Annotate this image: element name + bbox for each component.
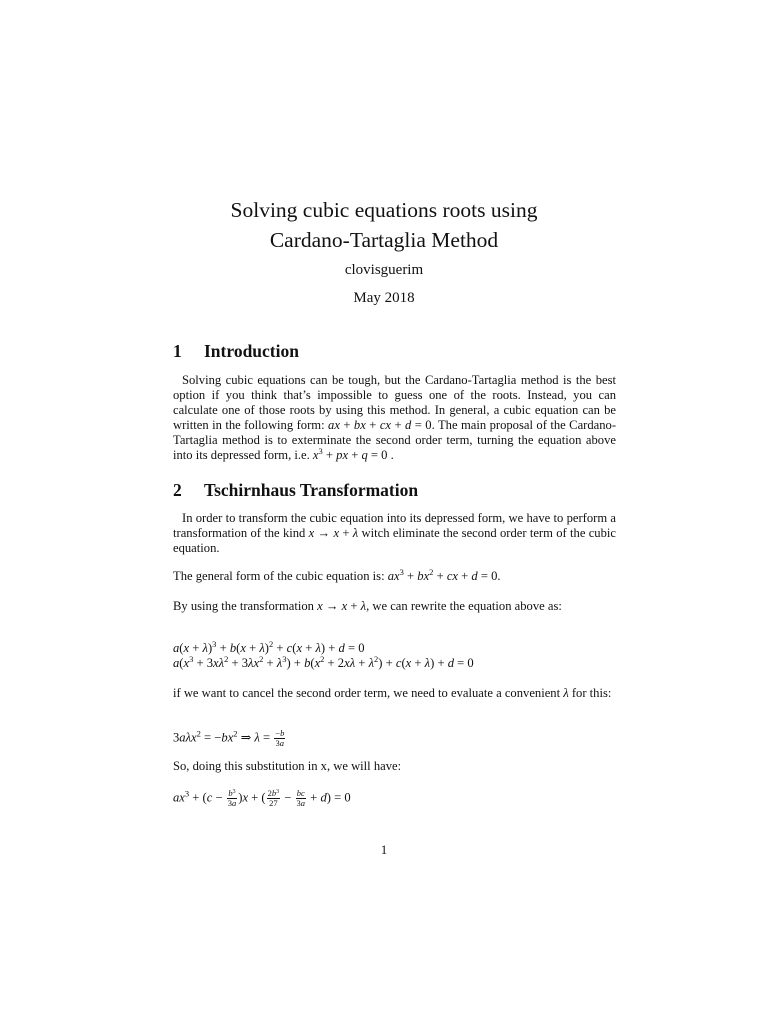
title-line-1: Solving cubic equations roots using bbox=[230, 198, 538, 222]
expanded-equation-1: $a(x + \lambda)^3 + b(x + \lambda)^2 + c(x + \lambda) + d = 0$ bbox=[173, 639, 365, 655]
section-number: 2 bbox=[173, 480, 182, 500]
introduction-paragraph: Solving cubic equations can be tough, but the Cardano-Tartaglia method is the best option if you think that’s impossible to guess one of the roots. Instead, you can calculate one of those roots by using this method. In general, a cubic equation can be written in the following form: ax + bx + cx + d = 0. The main proposal of the Cardano-Tartaglia method is to exterminate the second order term, turning the equation above into its depressed form, i.e. $x^3$ + px + q = 0 . bbox=[173, 373, 617, 462]
cancel-term-paragraph: if we want to cancel the second order term, we need to evaluate a convenient λ for this: bbox=[173, 686, 612, 700]
section-title: Introduction bbox=[204, 341, 299, 361]
intro-equation-depressed: $x^3$ + px + q = 0 bbox=[312, 446, 388, 462]
intro-text-3: . bbox=[387, 448, 394, 462]
section-heading-introduction bbox=[173, 341, 299, 362]
general-form-text: The general form of the cubic equation is: bbox=[173, 569, 385, 583]
fraction-2b3-over-27: $\frac{2b^3}{27}$ bbox=[267, 788, 280, 808]
section-title: Tschirnhaus Transformation bbox=[204, 480, 419, 500]
substitution-text: So, doing this substitution in x, we will have: bbox=[173, 759, 402, 773]
intro-text-2: . The main proposal of the Cardano-Tartaglia method is to exterminate the second order term, turning the equation above into its depressed form, i.e. bbox=[173, 418, 617, 462]
general-form-line: The general form of the cubic equation is: $ax^3 + bx^2$ + cx + d = 0. bbox=[173, 567, 501, 583]
fraction-bc-over-3a: $\frac{bc}{3a}$ bbox=[296, 788, 306, 808]
page-number: 1 bbox=[380, 843, 388, 857]
intro-text: Solving cubic equations can be tough, but the Cardano-Tartaglia method is the best option if you think that’s impossible to guess one of the roots. Instead, you can calculate one of those roots by using this method. In general, a cubic equation can be written in the following form: bbox=[173, 373, 616, 432]
general-form-equation: $ax^3 + bx^2$ + cx + d = 0 bbox=[387, 567, 498, 583]
intro-equation-general: ax bbox=[328, 418, 340, 432]
transformation-paragraph: By using the transformation x → x + λ, we can rewrite the equation above as: bbox=[173, 599, 562, 613]
author: clovisguerim bbox=[344, 262, 424, 278]
lambda-equation: $3a\lambda x^2 = -bx^2$ ⇒ λ = $\frac{-b}{3a}$ bbox=[173, 728, 285, 748]
date: May 2018 bbox=[353, 290, 415, 306]
section-number: 1 bbox=[173, 341, 182, 361]
fraction-b3-over-3a: $\frac{b^3}{3a}$ bbox=[227, 788, 237, 808]
tschirnhaus-paragraph-1: In order to transform the cubic equation into its depressed form, we have to perform a transformation of the kind x → x + λ witch eliminate the second order term of the cubic equation. bbox=[173, 511, 616, 555]
final-depressed-equation: $ax^3 + (c$ − $\frac{b^3}{3a}$ )x + ( $\frac{2b^3}{27}$ − $\frac{bc}{3a}$ + d) = 0 bbox=[173, 788, 351, 808]
section-heading-tschirnhaus bbox=[173, 480, 418, 501]
paper-title bbox=[0, 195, 768, 255]
lambda-fraction: $\frac{-b}{3a}$ bbox=[275, 728, 285, 748]
expanded-equation-2: $a(x^3 + 3x\lambda^2 + 3\lambda x^2 + \lambda^3) + b(x^2 + 2x\lambda + \lambda^2) + c(x + \lambda) + d = 0$ bbox=[173, 654, 474, 670]
title-line-2: Cardano-Tartaglia Method bbox=[269, 228, 499, 252]
